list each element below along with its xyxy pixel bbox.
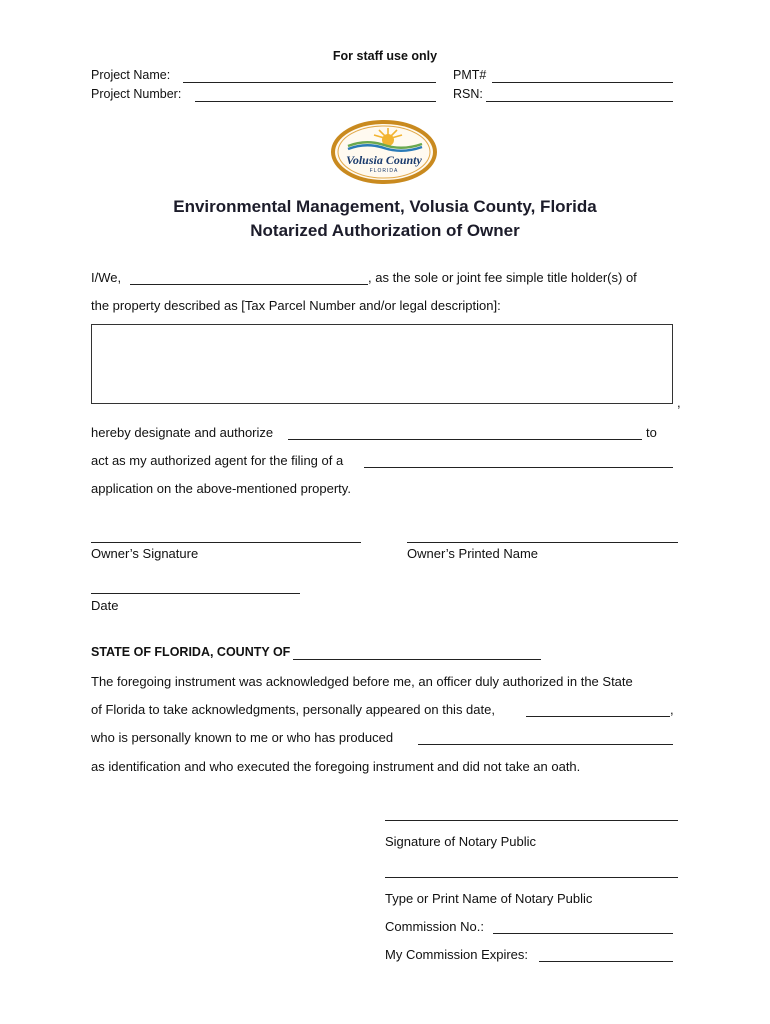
notary-print-name-label: Type or Print Name of Notary Public bbox=[385, 891, 593, 906]
application-type-field[interactable] bbox=[364, 467, 673, 468]
project-number-field[interactable] bbox=[195, 101, 436, 102]
designate-prefix: hereby designate and authorize bbox=[91, 425, 274, 440]
notary-line-2: of Florida to take acknowledgments, personally appeared on this date, bbox=[91, 702, 495, 717]
volusia-county-logo bbox=[330, 119, 438, 185]
notary-signature-line[interactable] bbox=[385, 820, 678, 821]
staff-use-heading: For staff use only bbox=[332, 49, 438, 63]
logo-seal-icon bbox=[330, 119, 438, 185]
project-number-label: Project Number: bbox=[91, 87, 182, 101]
commission-no-label: Commission No.: bbox=[385, 919, 484, 934]
notary-line-1: The foregoing instrument was acknowledged before me, an officer duly authorized in the State bbox=[91, 674, 633, 689]
designate-suffix: to bbox=[646, 425, 657, 440]
appearance-date-field[interactable] bbox=[526, 716, 670, 717]
notary-line-2-comma: , bbox=[670, 702, 674, 717]
iwe-prefix: I/We, bbox=[91, 270, 122, 285]
property-description-label: the property described as [Tax Parcel Number and/or legal description]: bbox=[91, 298, 501, 313]
commission-no-field[interactable] bbox=[493, 933, 673, 934]
date-line[interactable] bbox=[91, 593, 300, 594]
document-title: Environmental Management, Volusia County, Florida bbox=[173, 197, 597, 216]
project-name-field[interactable] bbox=[183, 82, 436, 83]
rsn-label: RSN: bbox=[453, 87, 483, 101]
pmt-label: PMT# bbox=[453, 68, 487, 82]
owner-printed-name-label: Owner’s Printed Name bbox=[407, 546, 539, 561]
application-line: application on the above-mentioned property. bbox=[91, 481, 351, 496]
identification-field[interactable] bbox=[418, 744, 673, 745]
notary-signature-label: Signature of Notary Public bbox=[385, 834, 537, 849]
commission-expires-field[interactable] bbox=[539, 961, 673, 962]
date-label: Date bbox=[91, 598, 119, 613]
agent-name-field[interactable] bbox=[288, 439, 642, 440]
agent-prefix: act as my authorized agent for the filing of a bbox=[91, 453, 344, 468]
property-description-box[interactable] bbox=[91, 324, 673, 404]
state-county-label: STATE OF FLORIDA, COUNTY OF bbox=[91, 645, 291, 659]
logo-state: FLORIDA bbox=[369, 168, 399, 174]
pmt-field[interactable] bbox=[492, 82, 673, 83]
rsn-field[interactable] bbox=[486, 101, 673, 102]
owner-printed-name-line[interactable] bbox=[407, 542, 678, 543]
owner-name-field[interactable] bbox=[130, 284, 368, 285]
document-subtitle: Notarized Authorization of Owner bbox=[250, 221, 520, 240]
commission-expires-label: My Commission Expires: bbox=[385, 947, 529, 962]
iwe-suffix: , as the sole or joint fee simple title holder(s) of bbox=[368, 270, 637, 285]
project-name-label: Project Name: bbox=[91, 68, 171, 82]
box-comma: , bbox=[677, 395, 681, 410]
notary-print-name-line[interactable] bbox=[385, 877, 678, 878]
logo-name: Volusia County bbox=[346, 153, 422, 167]
notary-line-3: who is personally known to me or who has produced bbox=[91, 730, 394, 745]
notary-line-4: as identification and who executed the foregoing instrument and did not take an oath. bbox=[91, 759, 581, 774]
owner-signature-label: Owner’s Signature bbox=[91, 546, 199, 561]
owner-signature-line[interactable] bbox=[91, 542, 361, 543]
county-field[interactable] bbox=[293, 659, 541, 660]
